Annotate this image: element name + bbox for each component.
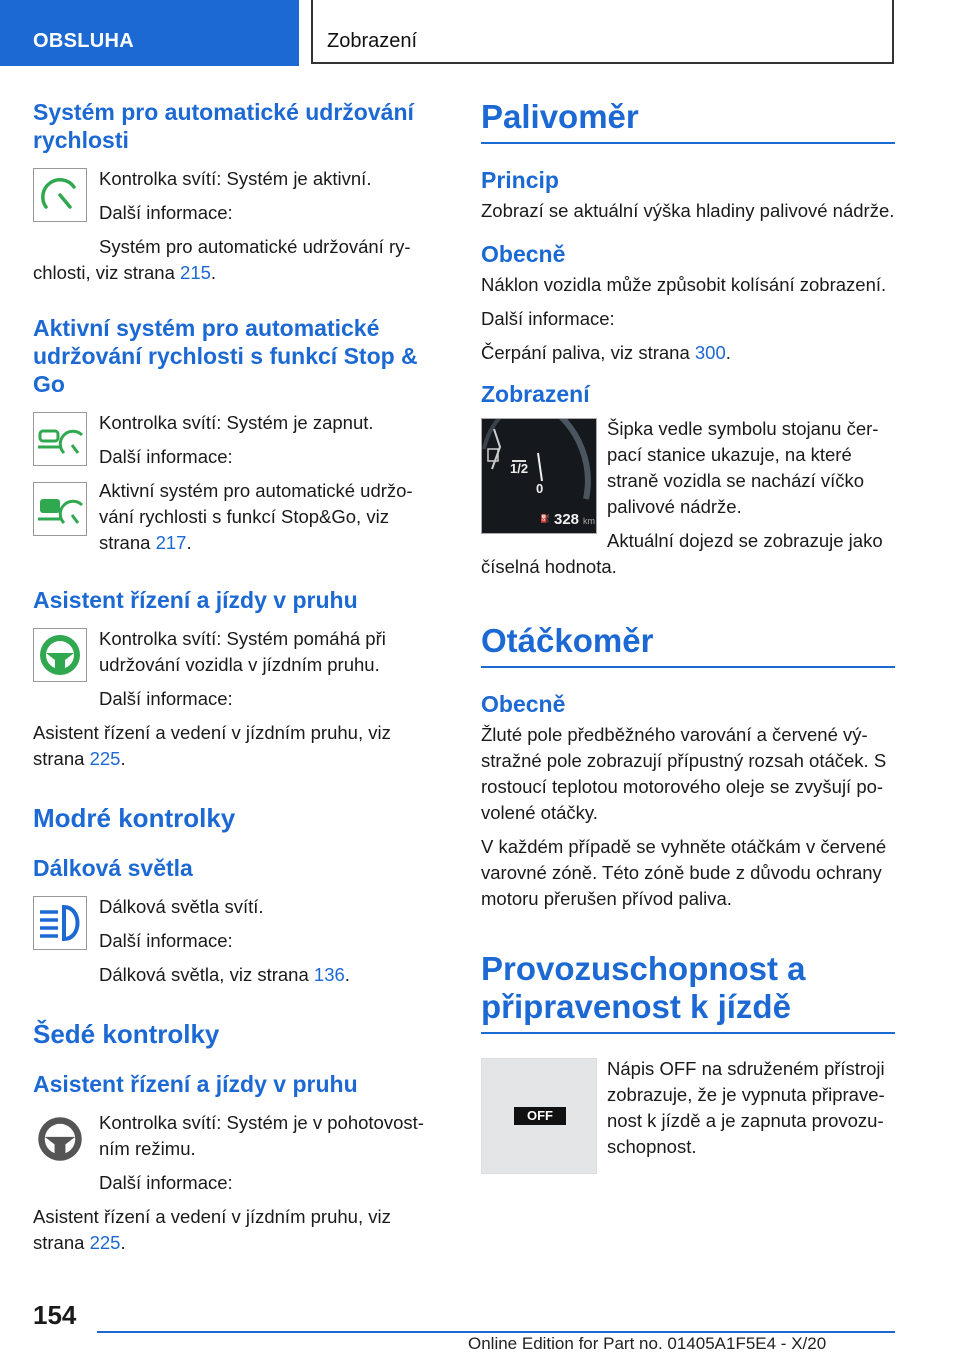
general-text: Náklon vozidla může způsobit kolísání zobrazení. xyxy=(481,274,887,295)
header-section-tab xyxy=(0,0,299,66)
header-section: OBSLUHA xyxy=(33,30,134,52)
left-column: Systém pro automatické udržování rychlosti Kontrolka svítí: Systém je aktivní. Další informace: Systém pro automatické udržování ry-chlosti, viz strana 215. Aktivní systém pro automatické udržování rychlosti s funkcí Stop & Go Kontrolka svítí: Systém je zapnut. Další informace: Aktivní systém pro automatické udržo-vání rychlosti s funkcí Stop&Go, viz strana 217. Asistent řízení a jízdy v pruhu Kontrolka svítí: Systém pomáhá při udržování vozidla v jízdním pruhu. Další informace: Asistent řízení a vedení v jízdním pruhu, viz strana 225. Modré kontrolky Dálková světla Dálková světla svítí. Další informace: Dálková světla, viz strana 136. Šedé kontrolky Asistent řízení a jízdy v pruhu Kontrolka svítí: Systém je v pohotovost-ním režimu. Další informace: Asistent řízení a vedení v jízdním pruhu, viz strana 225. xyxy=(33,98,433,1256)
lane-assist-ref: Asistent řízení a vedení v jízdním pruhu, viz strana xyxy=(33,722,391,769)
high-beam-line1: Dálková světla svítí. xyxy=(99,896,264,917)
footer-rule xyxy=(97,1331,895,1333)
acc-line2: Další informace: xyxy=(99,446,233,467)
lane-assist-grey-page-link[interactable]: 225 xyxy=(89,1232,121,1253)
tachometer-title: Otáčkoměr xyxy=(481,622,895,668)
range-value: 328 xyxy=(554,511,580,528)
display-text-1: Šipka vedle symbolu stojanu čer-pací stanice ukazuje, na které straně vozidla se nachází víčko palivové nádrže. xyxy=(607,418,879,517)
refueling-ref: Čerpání paliva, viz strana xyxy=(481,342,690,363)
principle-text: Zobrazí se aktuální výška hladiny palivové nádrže. xyxy=(481,200,895,221)
off-display-photo xyxy=(481,1058,597,1174)
page-number: 154 xyxy=(33,1300,77,1330)
lane-assist-grey-line1: Kontrolka svítí: Systém je v pohotovost-ním režimu. xyxy=(99,1112,424,1159)
lane-assist-page-link[interactable]: 225 xyxy=(89,748,121,769)
footer-edition: Online Edition for Part no. 01405A1F5E4 - X/20 xyxy=(468,1334,827,1353)
acc-line1: Kontrolka svítí: Systém je zapnut. xyxy=(99,412,374,433)
gauge-half-label: 1/2 xyxy=(510,461,529,476)
lane-assist-title: Asistent řízení a jízdy v pruhu xyxy=(33,587,358,613)
right-column: Palivoměr Princip Zobrazí se aktuální výška hladiny palivové nádrže. Obecně Náklon vozidla může způsobit kolísání zobrazení. Další informace: Čerpání paliva, viz strana 300. Zobrazení ⛽ 1/2 0 328 km Šipka vedle symbolu stojanu čer-pací stanice ukazuje, na které straně vozidla se nachází víčko palivové nádrže. Aktuální dojezd se zobrazuje jako číselná hodnota. Otáčkoměr Obecně Žluté pole předběžného varování a červené vý-stražné pole zobrazují přípustný rozsah otáček. S rostoucí teplotou motorového oleje se zvyšují po-volené otáčky. V každém případě se vyhněte otáčkám v červené varovné zóně. Této zóně bude z důvodu ochrany motoru přerušen přívod paliva. Provozuschopnost a připravenost k jízdě OFF Nápis OFF na sdruženém přístroji zobrazuje, že je vypnuta připrave-nost k jízdě a je zapnuta provozu-schopnost. xyxy=(481,98,895,1160)
fuel-gauge-photo xyxy=(481,418,597,534)
cruise-control-ref: Systém pro automatické udržování ry-chlosti, viz strana xyxy=(33,236,411,283)
general-title: Obecně xyxy=(481,241,566,267)
tachometer-text-1: Žluté pole předběžného varování a červené vý-stražné pole zobrazují přípustný rozsah otáček. S rostoucí teplotou motorového oleje se zvyšují po-volené otáčky. xyxy=(481,724,887,823)
lane-assist-line1: Kontrolka svítí: Systém pomáhá při udržování vozidla v jízdním pruhu. xyxy=(99,628,386,675)
high-beam-line2: Další informace: xyxy=(99,930,233,951)
lane-assist-grey-ref: Asistent řízení a vedení v jízdním pruhu, viz strana xyxy=(33,1206,391,1253)
high-beam-page-link[interactable]: 136 xyxy=(313,964,345,985)
cruise-control-title: Systém pro automatické udržování rychlosti xyxy=(33,99,414,153)
header-chapter-box xyxy=(311,0,894,64)
high-beam-ref: Dálková světla, viz strana xyxy=(99,964,309,985)
tachometer-text-2: V každém případě se vyhněte otáčkám v červené varovné zóně. Této zóně bude z důvodu ochrany motoru přerušen přívod paliva. xyxy=(481,836,887,909)
high-beam-title: Dálková světla xyxy=(33,855,193,881)
cruise-control-icon xyxy=(33,168,87,222)
high-beam-icon xyxy=(33,896,87,950)
display-text-2: Aktuální dojezd se zobrazuje jako číselná hodnota. xyxy=(481,530,883,577)
acc-ref: Aktivní systém pro automatické udržo-vání rychlosti s funkcí Stop&Go, viz strana xyxy=(99,480,413,553)
range-unit: km xyxy=(583,516,595,526)
tachometer-general-title: Obecně xyxy=(481,691,566,717)
readiness-text: Nápis OFF na sdruženém přístroji zobrazuje, že je vypnuta připrave-nost k jízdě a je zapnuta provozu-schopnost. xyxy=(607,1058,885,1157)
more-info-label: Další informace: xyxy=(481,308,615,329)
acc-page-link[interactable]: 217 xyxy=(155,532,187,553)
gauge-zero-label: 0 xyxy=(536,481,544,496)
display-title: Zobrazení xyxy=(481,381,590,407)
cruise-control-line1: Kontrolka svítí: Systém je aktivní. xyxy=(99,168,372,189)
lane-assist-grey-line2: Další informace: xyxy=(99,1172,233,1193)
principle-title: Princip xyxy=(481,167,559,193)
header-chapter: Zobrazení xyxy=(327,30,418,52)
acc-stopgo-title: Aktivní systém pro automatické udržování rychlosti s funkcí Stop & Go xyxy=(33,315,418,397)
lane-assist-grey-title: Asistent řízení a jízdy v pruhu xyxy=(33,1071,358,1097)
cruise-control-line2: Další informace: xyxy=(99,202,233,223)
svg-text:⛽: ⛽ xyxy=(540,514,550,523)
refueling-page-link[interactable]: 300 xyxy=(694,342,726,363)
acc-filled-icon xyxy=(33,482,87,536)
cruise-control-page-link[interactable]: 215 xyxy=(180,262,211,283)
off-label: OFF xyxy=(514,1107,566,1125)
acc-outline-icon xyxy=(33,412,87,466)
readiness-title: Provozuschopnost a připravenost k jízdě xyxy=(481,950,895,1034)
blue-indicators-title: Modré kontrolky xyxy=(33,803,236,833)
lane-assist-line2: Další informace: xyxy=(99,688,233,709)
steering-wheel-grey-icon xyxy=(33,1112,87,1166)
fuel-gauge-title: Palivoměr xyxy=(481,98,895,144)
grey-indicators-title: Šedé kontrolky xyxy=(33,1019,220,1049)
steering-wheel-green-icon xyxy=(33,628,87,682)
